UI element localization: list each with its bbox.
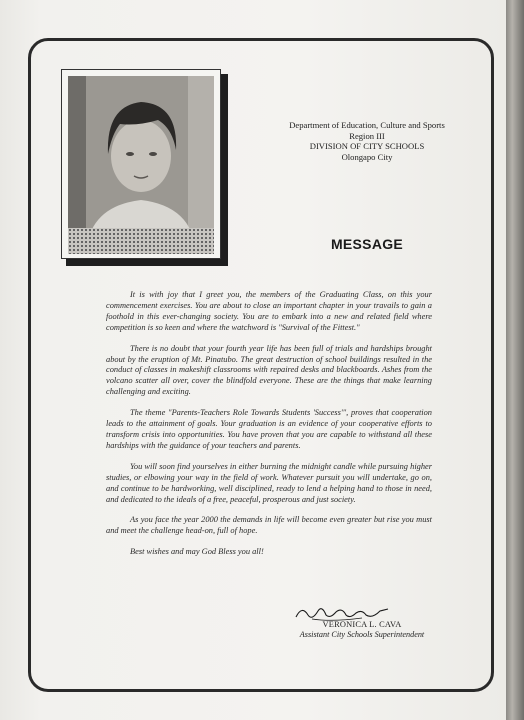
letterhead-region: Region III: [349, 130, 385, 141]
photo-halftone-strip: [68, 228, 214, 254]
message-body: [106, 290, 432, 568]
signatory-title: Assistant City Schools Superintendent: [299, 630, 425, 639]
paragraph: As you face the year 2000 the demands in life will become even greater but rise you must and meet the challenge head-on, full of hope.: [106, 515, 432, 536]
binding-edge: [506, 0, 524, 720]
portrait-figure: [68, 76, 214, 252]
paragraph: There is no doubt that your fourth year life has been full of trials and hardships brought about by the eruption of Mt. Pinatubo. The great destruction of school buildings resulted in the conduct of classes in makeshift classrooms with repaired desks and blackboards. Ashes from the volcano scatter all over, cover the blindfold everyone. These are the things that make learning challenging and exciting.: [106, 343, 432, 397]
letterhead-department: Department of Education, Culture and Sports: [289, 120, 445, 130]
paragraph: It is with joy that I greet you, the members of the Graduating Class, on this your commencement exercises. You are about to close an important chapter in your travails to gain a foothold in this ever-changing society. You are to embark into a new and related field where competition is so keen and where the watchword is "Survival of the Fittest.": [106, 290, 432, 332]
letterhead-city: Olongapo City: [341, 151, 393, 162]
letterhead-division: DIVISION OF CITY SCHOOLS: [309, 141, 425, 151]
portrait-photo: [61, 69, 221, 259]
closing-line: Best wishes and may God Bless you all!: [130, 547, 264, 557]
message-heading: MESSAGE: [330, 236, 404, 252]
letterhead: [262, 120, 472, 162]
paragraph: The theme "Parents-Teachers Role Towards Students 'Success'", proves that cooperation leads to the attainment of goals. Your graduation is an evidence of your cooperative efforts to transform crisis into opportunities. You have proven that you are capable to withstand all these hardships with the guidance of your teachers and parents.: [106, 408, 432, 450]
photo-background: [68, 76, 214, 252]
signatory-name: VERONICA L. CAVA: [322, 620, 402, 629]
paragraph: You will soon find yourselves in either burning the midnight candle while pursuing higher studies, or elbowing your way in the field of work. Whatever pursuit you will undertake, go on, and continue to be hardworking, well disciplined, ready to lend a helping hand to those in need, and dedicated to the ideals of a free, peaceful, prosperous and just society.: [106, 461, 432, 504]
